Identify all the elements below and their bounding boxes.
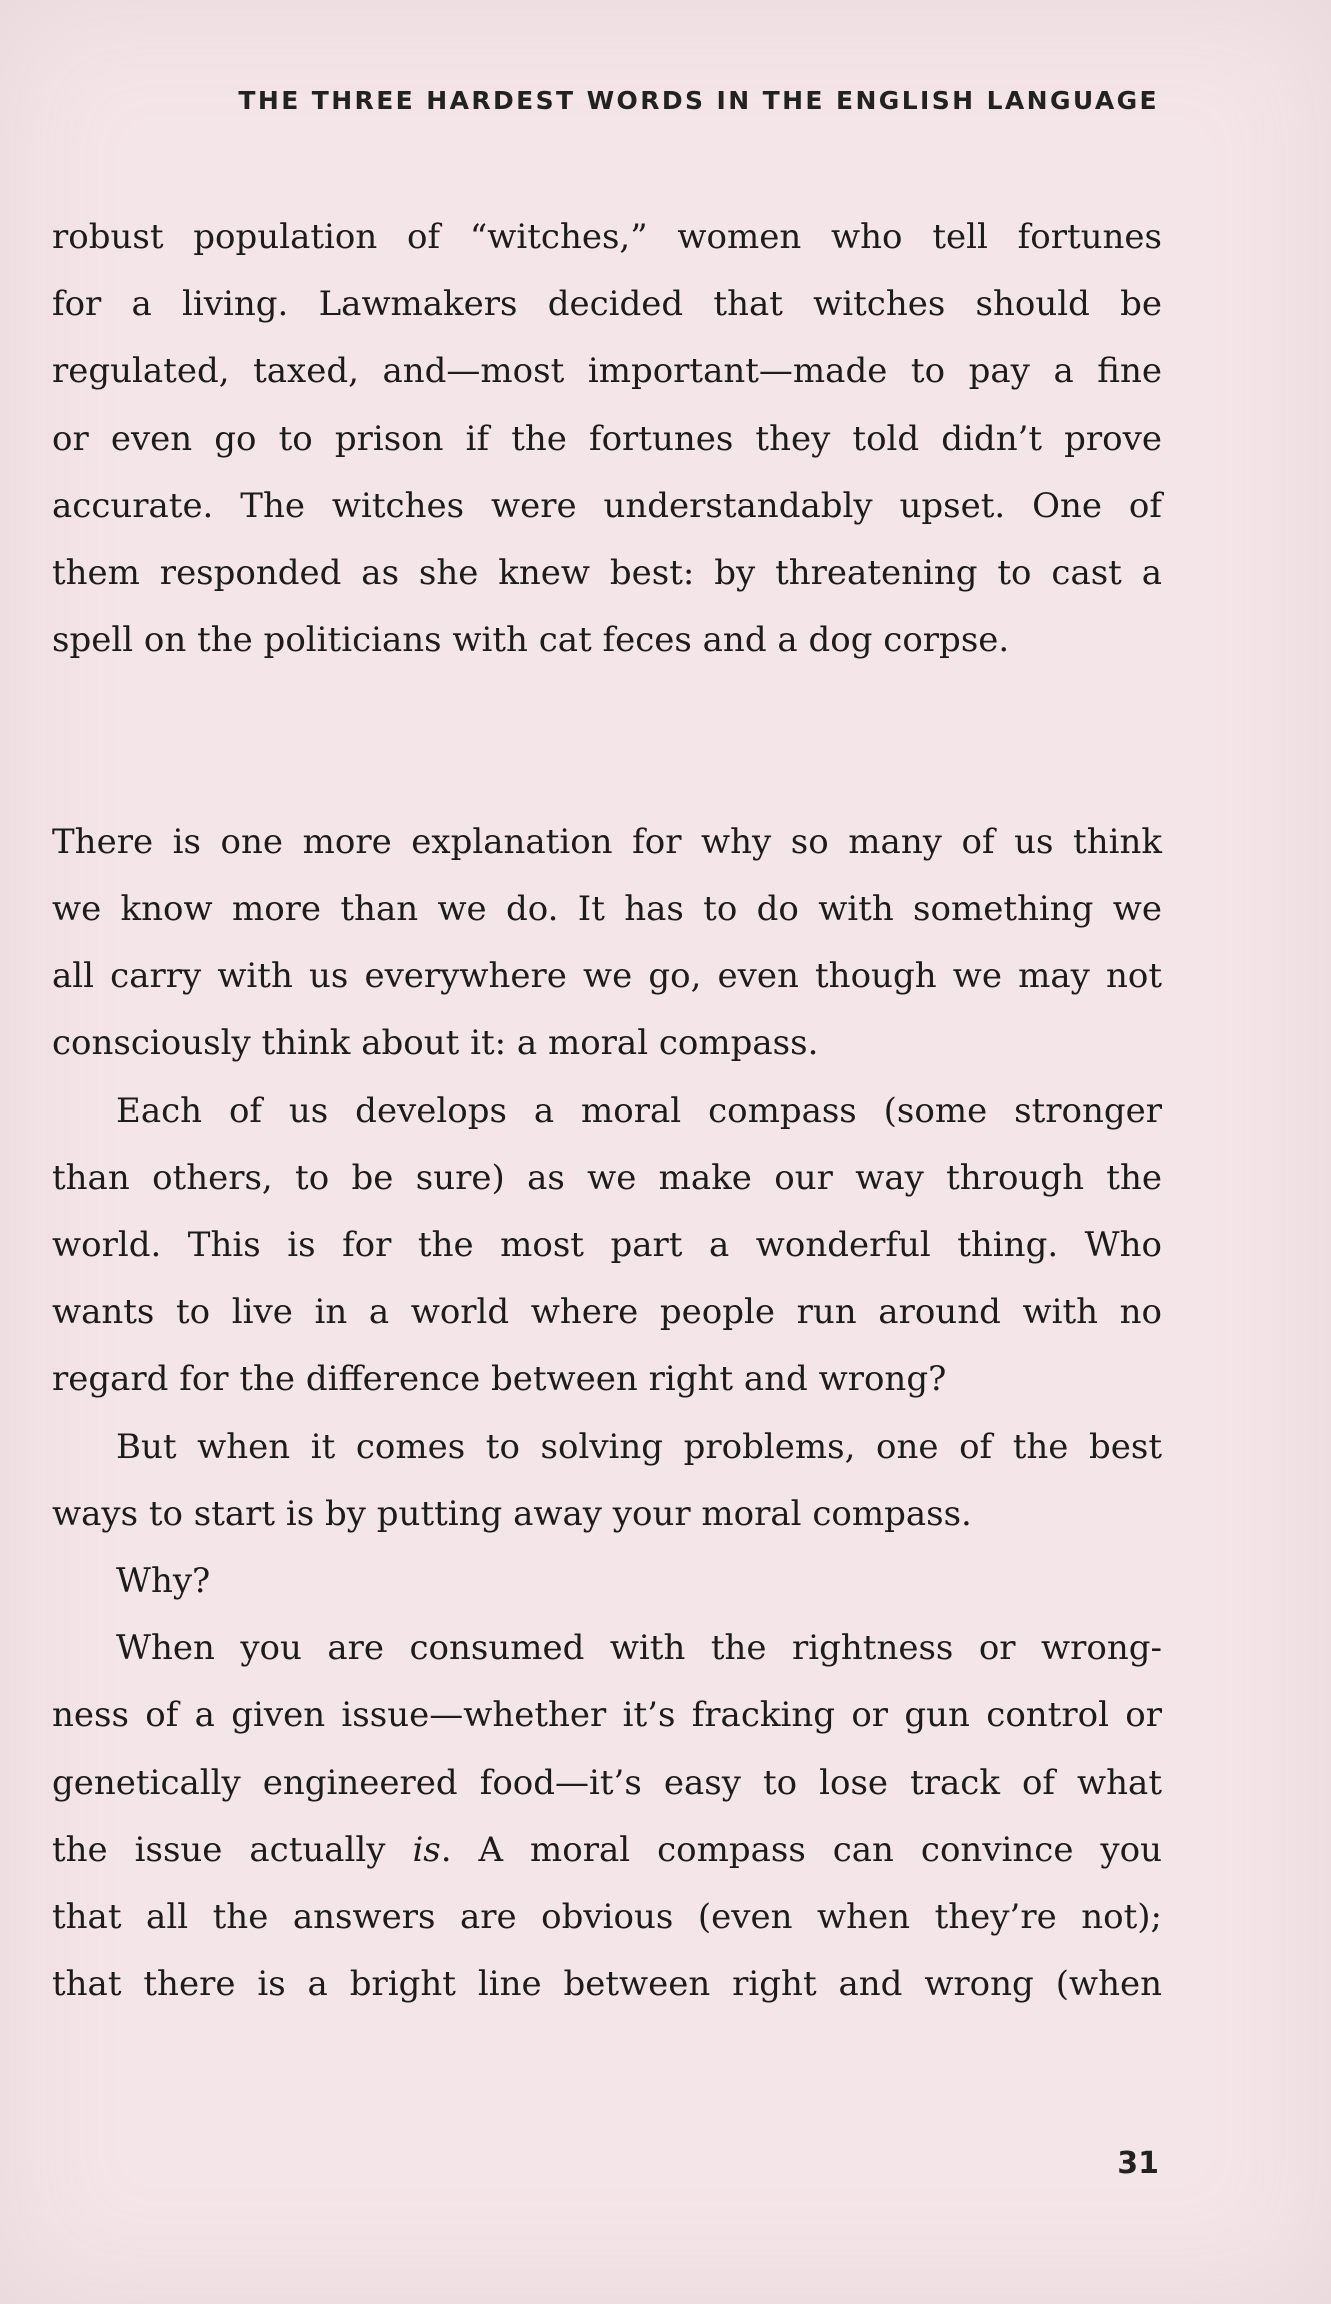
text-line: ness of a given issue—whether it’s fracking or gun control or (52, 1695, 1162, 1736)
text-line: ways to start is by putting away your moral compass. (52, 1493, 972, 1534)
text-line: world. This is for the most part a wonderful thing. Who (52, 1225, 1162, 1266)
text-fragment: the issue actually (52, 1829, 413, 1870)
text-line: that there is a bright line between right and wrong (when (52, 1964, 1162, 2005)
text-line: robust population of “witches,” women who tell fortunes (52, 217, 1162, 257)
text-line: them responded as she knew best: by threatening to cast a (52, 553, 1162, 594)
text-line: for a living. Lawmakers decided that witches should be (52, 284, 1162, 325)
text-line: or even go to prison if the fortunes they told didn’t prove (52, 418, 1162, 459)
running-head: THE THREE HARDEST WORDS IN THE ENGLISH LANGUAGE (238, 86, 1159, 115)
text-line: regulated, taxed, and—most important—made to pay a fine (52, 351, 1162, 392)
text-line: regard for the difference between right and wrong? (52, 1359, 947, 1400)
text-line: than others, to be sure) as we make our way through the (52, 1157, 1162, 1198)
text-line: genetically engineered food—it’s easy to lose track of what (52, 1762, 1162, 1803)
text-fragment: . A moral compass can convince you (440, 1829, 1162, 1870)
section-break (52, 742, 1162, 809)
text-line: There is one more explanation for why so many of us think (52, 821, 1162, 862)
text-line: consciously think about it: a moral compass. (52, 1023, 819, 1064)
section-break (52, 674, 1162, 741)
body-text (52, 204, 1162, 2018)
text-line: that all the answers are obvious (even when they’re not); (52, 1897, 1162, 1938)
text-line: Each of us develops a moral compass (some stronger (116, 1090, 1162, 1131)
text-line: But when it comes to solving problems, one of the best (116, 1426, 1162, 1467)
text-line: all carry with us everywhere we go, even though we may not (52, 956, 1162, 997)
text-line: we know more than we do. It has to do with something we (52, 889, 1162, 929)
text-line: When you are consumed with the rightness or wrong- (116, 1628, 1162, 1669)
text-line: accurate. The witches were understandably upset. One of (52, 485, 1162, 526)
text-line: Why? (116, 1561, 211, 1602)
page-number: 31 (1117, 2146, 1159, 2181)
text-line: spell on the politicians with cat feces and a dog corpse. (52, 620, 1010, 661)
text-line: wants to live in a world where people run around with no (52, 1292, 1162, 1333)
italic-word: is (412, 1829, 441, 1870)
text-line-with-italic (52, 1817, 1162, 1884)
